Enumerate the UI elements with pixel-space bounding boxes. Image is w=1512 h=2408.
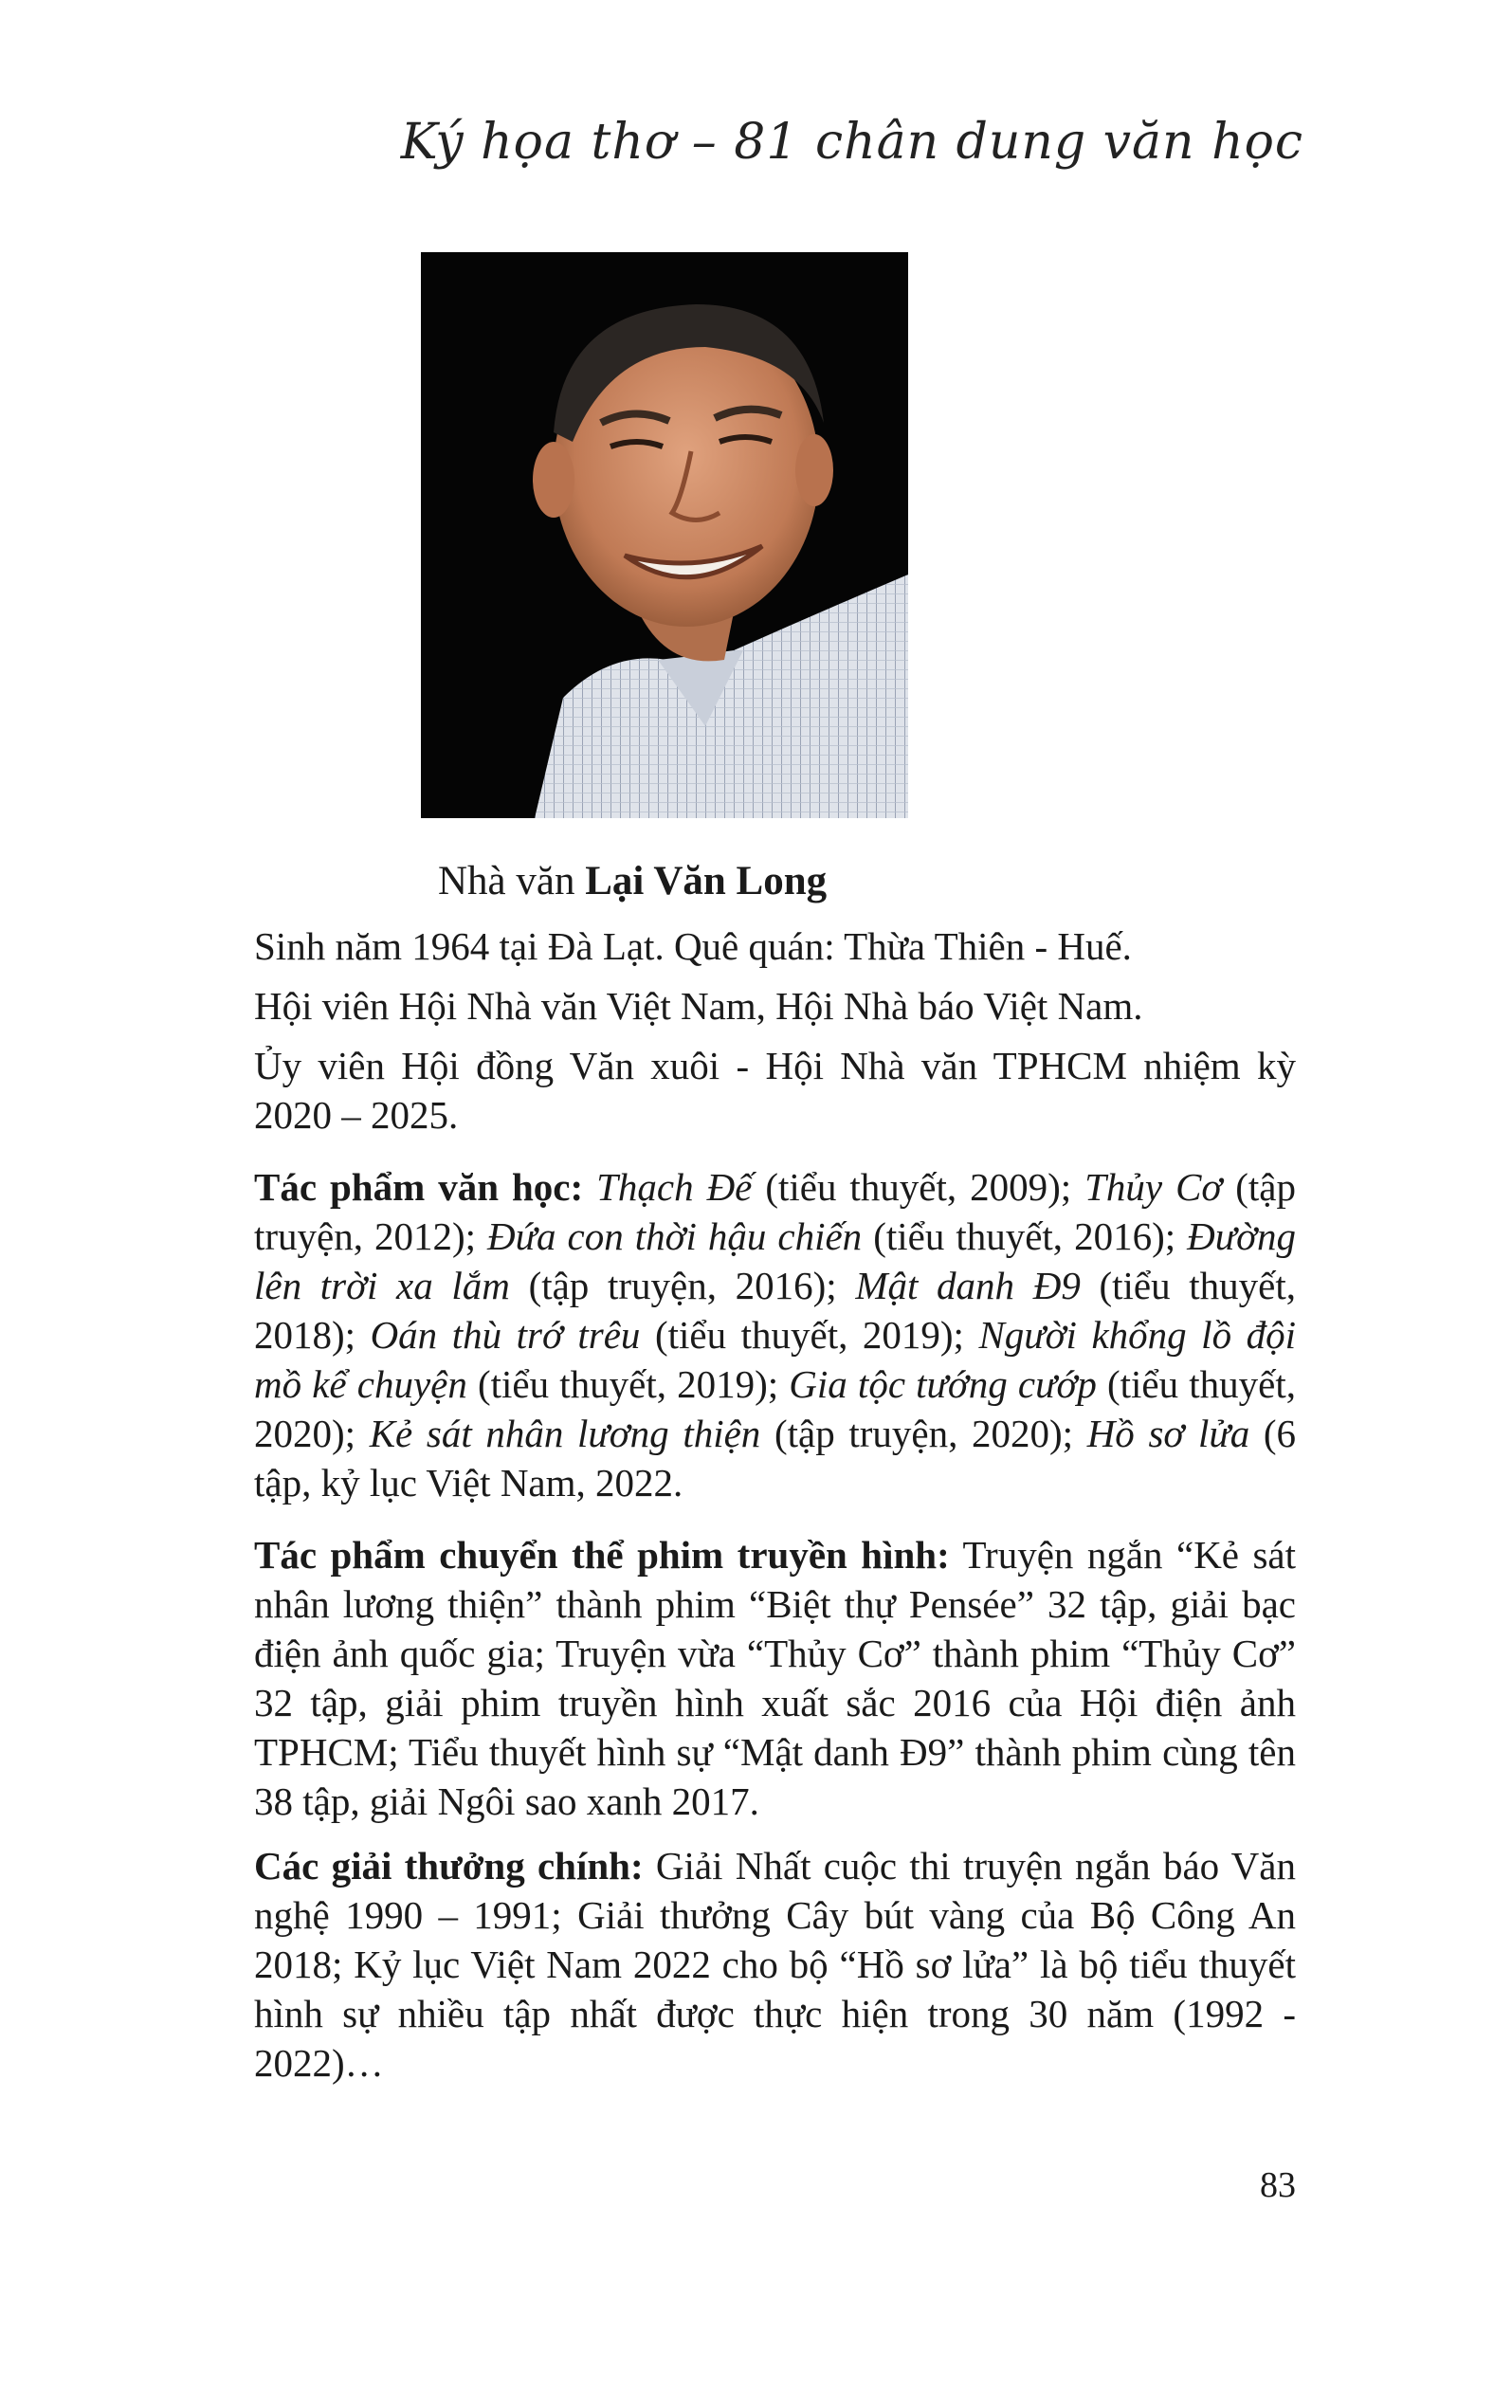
awards-paragraph [254, 1841, 1296, 2088]
work-note: (tập truyện, 2020); [760, 1412, 1087, 1455]
works-heading: Tác phẩm văn học: [254, 1165, 584, 1209]
adaptations-heading: Tác phẩm chuyển thể phim truyền hình: [254, 1533, 950, 1577]
work-title: Đường lên trời xa lắm [254, 1214, 1296, 1307]
work-title: Kẻ sát nhân lương thiện [369, 1412, 761, 1455]
work-title: Hồ sơ lửa [1086, 1412, 1250, 1455]
work-note: (6 tập, kỷ lục Việt Nam, 2022. [254, 1412, 1297, 1505]
bio-line-birth [254, 921, 1296, 971]
bio-membership: Hội viên Hội Nhà văn Việt Nam, Hội Nhà báo Việt Nam. [254, 984, 1143, 1028]
running-header: Ký họa thơ – 81 chân dung văn học [400, 114, 1303, 171]
awards-section [254, 1841, 1296, 2088]
work-note: (tiểu thuyết, 2019); [466, 1362, 790, 1406]
author-portrait [421, 252, 908, 818]
work-note: (tiểu thuyết, 2018); [254, 1264, 1297, 1357]
work-title: Thủy Cơ [1084, 1165, 1223, 1209]
work-title: Gia tộc tướng cướp [789, 1362, 1097, 1406]
work-note: (tiểu thuyết, 2016); [862, 1214, 1188, 1258]
author-name-line [438, 858, 827, 904]
works-paragraph [254, 1162, 1296, 1507]
awards-heading: Các giải thưởng chính: [254, 1844, 644, 1888]
page-number: 83 [1260, 2165, 1296, 2205]
work-title: Thạch Đế [596, 1165, 753, 1209]
bio-committee: Ủy viên Hội đồng Văn xuôi - Hội Nhà văn TPHCM nhiệm kỳ 2020 – 2025. [254, 1044, 1296, 1137]
bio-line-committee [254, 1041, 1296, 1140]
work-note: (tập truyện, 2012); [254, 1165, 1296, 1258]
work-note: (tiểu thuyết, 2009); [752, 1165, 1085, 1209]
author-name: Lại Văn Long [585, 859, 828, 903]
awards-text: Giải Nhất cuộc thi truyện ngắn báo Văn nghệ 1990 – 1991; Giải thưởng Cây bút vàng của Bộ Công An 2018; Kỷ lục Việt Nam 2022 cho bộ “Hồ sơ lửa” là bộ tiểu thuyết hình sự nhiều tập nhất được thực hiện trong 30 năm (1992 - 2022)… [254, 1844, 1296, 2085]
adaptations-text: Truyện ngắn “Kẻ sát nhân lương thiện” thành phim “Biệt thự Pensée” 32 tập, giải bạc điện ảnh quốc gia; Truyện vừa “Thủy Cơ” thành phim “Thủy Cơ” 32 tập, giải phim truyền hình xuất sắc 2016 của Hội điện ảnh TPHCM; Tiểu thuyết hình sự “Mật danh Đ9” thành phim cùng tên 38 tập, giải Ngôi sao xanh 2017. [254, 1533, 1297, 1823]
work-note: (tập truyện, 2016); [509, 1264, 856, 1307]
work-title: Mật danh Đ9 [855, 1264, 1081, 1307]
work-title: Đứa con thời hậu chiến [487, 1214, 863, 1258]
adaptations-paragraph [254, 1530, 1296, 1826]
portrait-photo [421, 252, 908, 818]
work-note: (tiểu thuyết, 2019); [640, 1313, 979, 1357]
works-section [254, 1162, 1296, 1507]
work-title: Oán thù trớ trêu [370, 1313, 641, 1357]
author-prefix: Nhà văn [438, 859, 586, 903]
bio-line-membership [254, 981, 1296, 1031]
bio-birth: Sinh năm 1964 tại Đà Lạt. Quê quán: Thừa Thiên - Huế. [254, 924, 1132, 968]
adaptations-section [254, 1530, 1296, 1826]
work-note: (tiểu thuyết, 2020); [254, 1362, 1296, 1455]
work-title: Người khổng lồ đội mồ kể chuyện [254, 1313, 1296, 1406]
